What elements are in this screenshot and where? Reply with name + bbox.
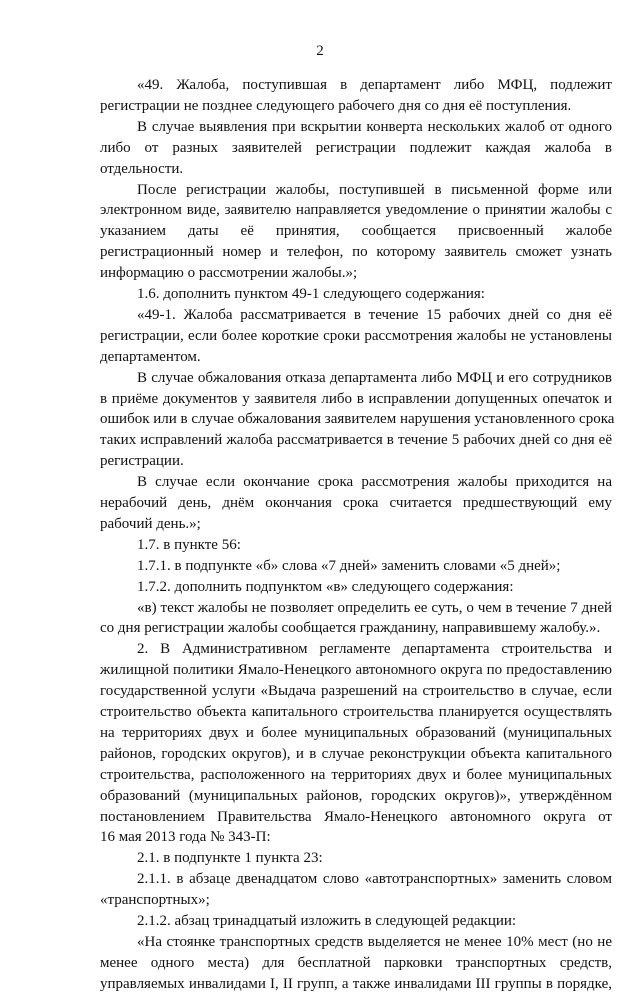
- text-line: В случае выявления при вскрытии конверта нескольких жалоб от одного: [137, 118, 612, 135]
- text-line: регистрации.: [100, 453, 184, 470]
- text-line: районов, городских округов), и в случае реконструкции объекта капитального: [100, 745, 612, 762]
- text-line: на территориях двух и более муниципальных образований (муниципальных: [100, 724, 612, 741]
- text-line: «транспортных»;: [100, 892, 210, 909]
- text-line: 2.1.1. в абзаце двенадцатом слово «автотранспортных» заменить словом: [137, 871, 612, 888]
- text-line: государственной услуги «Выдача разрешений на строительство в случае, если: [100, 683, 612, 700]
- text-line: 16 мая 2013 года № 343-П:: [100, 829, 271, 846]
- text-line: таких исправлений жалоба рассматривается в течение 5 рабочих дней со дня её: [100, 432, 612, 449]
- text-line: жилищной политики Ямало-Ненецкого автономного округа по предоставлению: [100, 662, 612, 679]
- text-line: 2.1.2. абзац тринадцатый изложить в следующей редакции:: [137, 913, 517, 929]
- text-line: строительство объекта капитального строительства планируется осуществлять: [100, 704, 612, 720]
- text-line: строительства, расположенного на территориях двух и более муниципальных: [100, 766, 612, 783]
- text-line: управляемых инвалидами I, II групп, а также инвалидами III группы в порядке,: [100, 975, 612, 992]
- text-line: менее одного места) для бесплатной парковки транспортных средств,: [100, 954, 612, 971]
- text-line: регистрации не позднее следующего рабочего дня со дня её поступления.: [100, 97, 572, 114]
- text-line: в приёме документов у заявителя либо в исправлении допущенных опечаток и: [100, 390, 612, 407]
- text-line: 1.7. в пункте 56:: [137, 536, 241, 553]
- text-line: со дня регистрации жалобы сообщается гражданину, направившему жалобу.».: [100, 620, 601, 637]
- text-line: постановлением Правительства Ямало-Ненецкого автономного округа от: [100, 808, 612, 825]
- text-line: ошибок или в случае обжалования заявителем нарушения установленного срока: [100, 411, 615, 428]
- text-line: электронном виде, заявителю направляется уведомление о принятии жалобы с: [100, 202, 612, 219]
- text-line: регистрационный номер и телефон, по которому заявитель сможет узнать: [100, 244, 612, 261]
- text-line: В случае обжалования отказа департамента либо МФЦ и его сотрудников: [137, 369, 612, 386]
- page-number: 2: [316, 43, 324, 59]
- text-line: «49. Жалоба, поступившая в департамент либо МФЦ, подлежит: [137, 77, 612, 93]
- text-line: 1.6. дополнить пунктом 49-1 следующего содержания:: [137, 286, 485, 302]
- text-line: либо от разных заявителей регистрации подлежит каждая жалоба в: [100, 139, 612, 156]
- text-line: образований (муниципальных районов, городских округов)», утверждённом: [100, 787, 612, 804]
- text-line: указанием даты её принятия, сообщается присвоенный жалобе: [100, 223, 612, 240]
- text-line: регистрации, если более короткие сроки рассмотрения жалобы не установлены: [100, 327, 612, 344]
- text-line: 1.7.2. дополнить подпунктом «в» следующего содержания:: [137, 578, 514, 595]
- text-line: «в) текст жалобы не позволяет определить ее суть, о чем в течение 7 дней: [137, 599, 612, 616]
- text-line: департаментом.: [100, 348, 201, 365]
- text-line: После регистрации жалобы, поступившей в письменной форме или: [137, 181, 612, 198]
- text-line: нерабочий день, днём окончания срока считается предшествующий ему: [100, 495, 612, 511]
- text-line: информацию о рассмотрении жалобы.»;: [100, 265, 358, 282]
- text-line: рабочий день.»;: [100, 515, 201, 532]
- text-line: отдельности.: [100, 160, 184, 177]
- text-line: 2.1. в подпункте 1 пункта 23:: [137, 850, 323, 867]
- text-line: 1.7.1. в подпункте «б» слова «7 дней» заменить словами «5 дней»;: [137, 557, 561, 574]
- text-line: 2. В Административном регламенте департамента строительства и: [137, 641, 612, 658]
- text-line: «На стоянке транспортных средств выделяется не менее 10% мест (но не: [137, 933, 612, 950]
- text-line: В случае если окончание срока рассмотрения жалобы приходится на: [137, 474, 612, 491]
- text-line: «49-1. Жалоба рассматривается в течение 15 рабочих дней со дня её: [137, 306, 612, 323]
